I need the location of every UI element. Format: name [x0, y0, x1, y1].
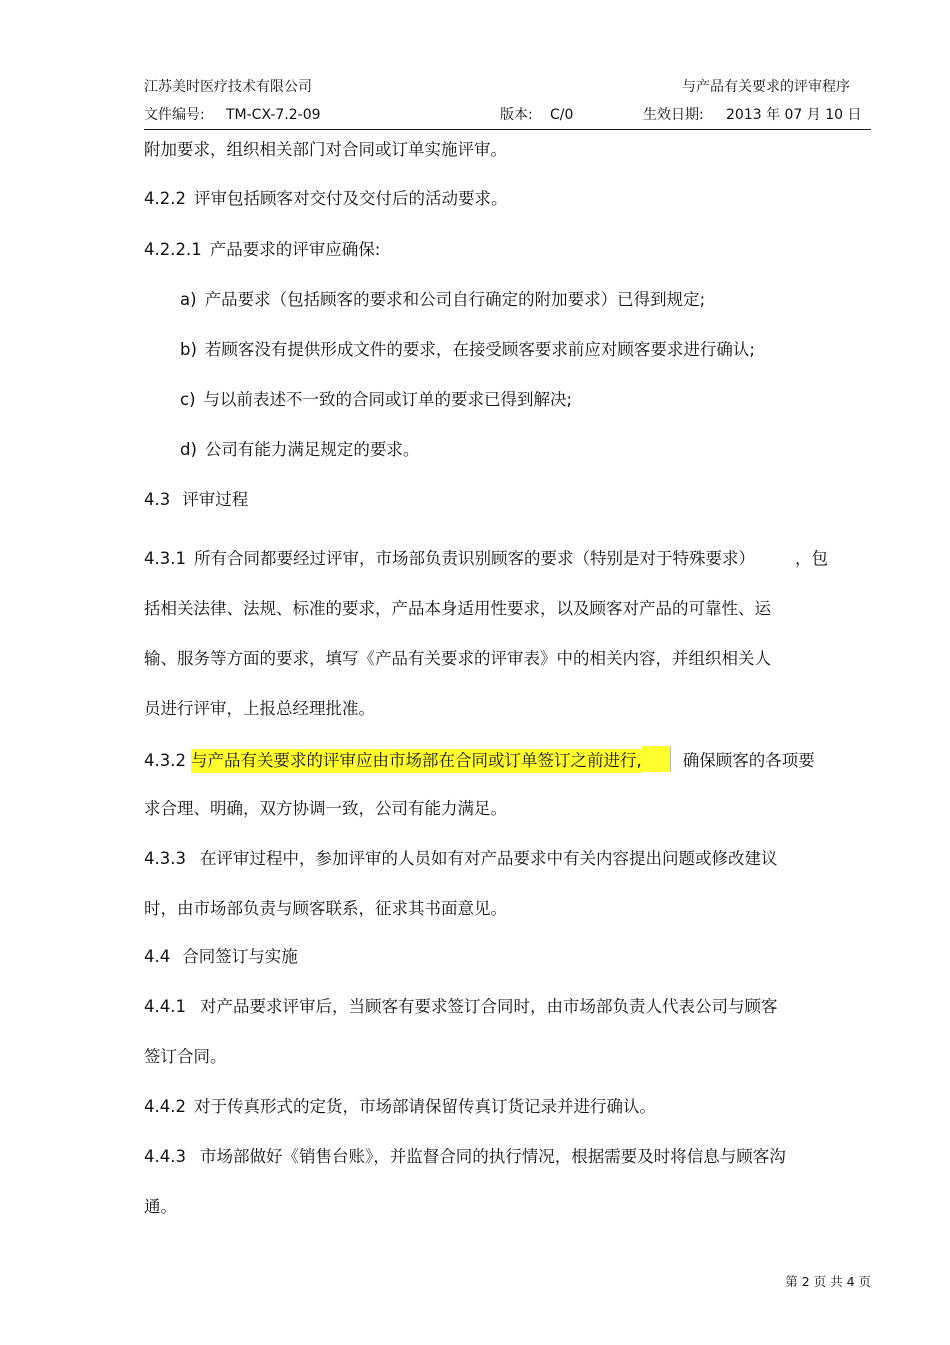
clause-4-2-2-1: [144, 239, 380, 261]
effective-date: 2013 年 07 月 10 日: [726, 107, 862, 123]
list-item: [180, 439, 419, 461]
list-item: [180, 289, 705, 311]
highlight-gap: [642, 746, 671, 772]
clause-4-2-2: [144, 188, 507, 210]
clause-text: 在评审过程中，参加评审的人员如有对产品要求中有关内容提出问题或修改建议: [199, 849, 778, 868]
clause-text-tail: ，包: [794, 549, 828, 568]
section-number: 4.3: [144, 490, 171, 509]
clause-4-3-2-line-1: [144, 746, 815, 772]
header-divider: [144, 129, 871, 130]
list-text: 与以前表述不一致的合同或订单的要求已得到解决;: [203, 390, 573, 409]
clause-number: 4.4.2: [144, 1097, 186, 1116]
paragraph-continuation: 附加要求，组织相关部门对合同或订单实施评审。: [144, 140, 507, 159]
clause-number: 4.3.2: [144, 751, 186, 770]
list-item: [180, 339, 755, 361]
list-item: [180, 389, 572, 411]
clause-4-3-3-line-2: 时，由市场部负责与顾客联系，征求其书面意见。: [144, 899, 507, 918]
clause-number: 4.2.2: [144, 189, 186, 208]
clause-4-4-1-line-2: 签订合同。: [144, 1047, 227, 1066]
section-number: 4.4: [144, 947, 171, 966]
version-value: C/0: [550, 107, 574, 123]
section-title: 合同签订与实施: [182, 947, 298, 966]
clause-4-3-1-line-4: 员进行评审，上报总经理批准。: [144, 699, 375, 718]
clause-text: 对于传真形式的定货，市场部请保留传真订货记录并进行确认。: [193, 1097, 656, 1116]
clause-4-4-3-line-2: 通。: [144, 1197, 177, 1216]
section-title: 评审过程: [182, 490, 249, 509]
clause-text: 确保顾客的各项要: [682, 751, 815, 770]
page-header-row-2: [144, 106, 871, 124]
clause-number: 4.3.3: [144, 849, 186, 868]
clause-4-3-1-line-3: 输、服务等方面的要求，填写《产品有关要求的评审表》中的相关内容，并组织相关人: [144, 649, 771, 668]
highlighted-text: 与产品有关要求的评审应由市场部在合同或订单签订之前进行,: [191, 749, 642, 773]
list-text: 产品要求（包括顾客的要求和公司自行确定的附加要求）已得到规定;: [204, 290, 706, 309]
clause-4-4-2: [144, 1096, 656, 1118]
version-label: 版本:: [500, 107, 533, 123]
list-marker: c): [180, 390, 196, 409]
clause-4-3-1-line-2: 括相关法律、法规、标准的要求，产品本身适用性要求，以及顾客对产品的可靠性、运: [144, 599, 771, 618]
clause-text: 产品要求的评审应确保:: [209, 240, 381, 259]
list-marker: a): [180, 290, 197, 309]
clause-text: 对产品要求评审后，当顾客有要求签订合同时，由市场部负责人代表公司与顾客: [199, 997, 778, 1016]
clause-text: 市场部做好《销售台账》，并监督合同的执行情况，根据需要及时将信息与顾客沟: [199, 1147, 786, 1166]
company-name: 江苏美时医疗技术有限公司: [144, 79, 312, 95]
list-text: 公司有能力满足规定的要求。: [204, 440, 420, 459]
list-text: 若顾客没有提供形成文件的要求，在接受顾客要求前应对顾客要求进行确认;: [204, 340, 755, 359]
page-header-row-1: [144, 78, 871, 96]
clause-4-4-1-line-1: [144, 996, 777, 1018]
document-title: 与产品有关要求的评审程序: [682, 79, 850, 95]
page-number: 第 2 页 共 4 页: [785, 1274, 871, 1289]
clause-4-3-1-line-1: [144, 548, 828, 570]
clause-text: 所有合同都要经过评审，市场部负责识别顾客的要求（特别是对于特殊要求）: [193, 549, 755, 568]
doc-number: TM-CX-7.2-09: [226, 107, 321, 123]
list-marker: b): [180, 340, 197, 359]
clause-number: 4.4.1: [144, 997, 186, 1016]
section-4-3-heading: [144, 489, 248, 511]
section-4-4-heading: [144, 946, 298, 968]
clause-number: 4.3.1: [144, 549, 186, 568]
effective-date-label: 生效日期:: [643, 107, 704, 123]
clause-number: 4.4.3: [144, 1147, 186, 1166]
clause-4-3-3-line-1: [144, 848, 777, 870]
list-marker: d): [180, 440, 197, 459]
clause-text: 评审包括顾客对交付及交付后的活动要求。: [193, 189, 508, 208]
doc-number-label: 文件编号:: [144, 107, 205, 123]
clause-4-3-2-line-2: 求合理、明确，双方协调一致，公司有能力满足。: [144, 799, 507, 818]
clause-4-4-3-line-1: [144, 1146, 786, 1168]
clause-number: 4.2.2.1: [144, 240, 202, 259]
